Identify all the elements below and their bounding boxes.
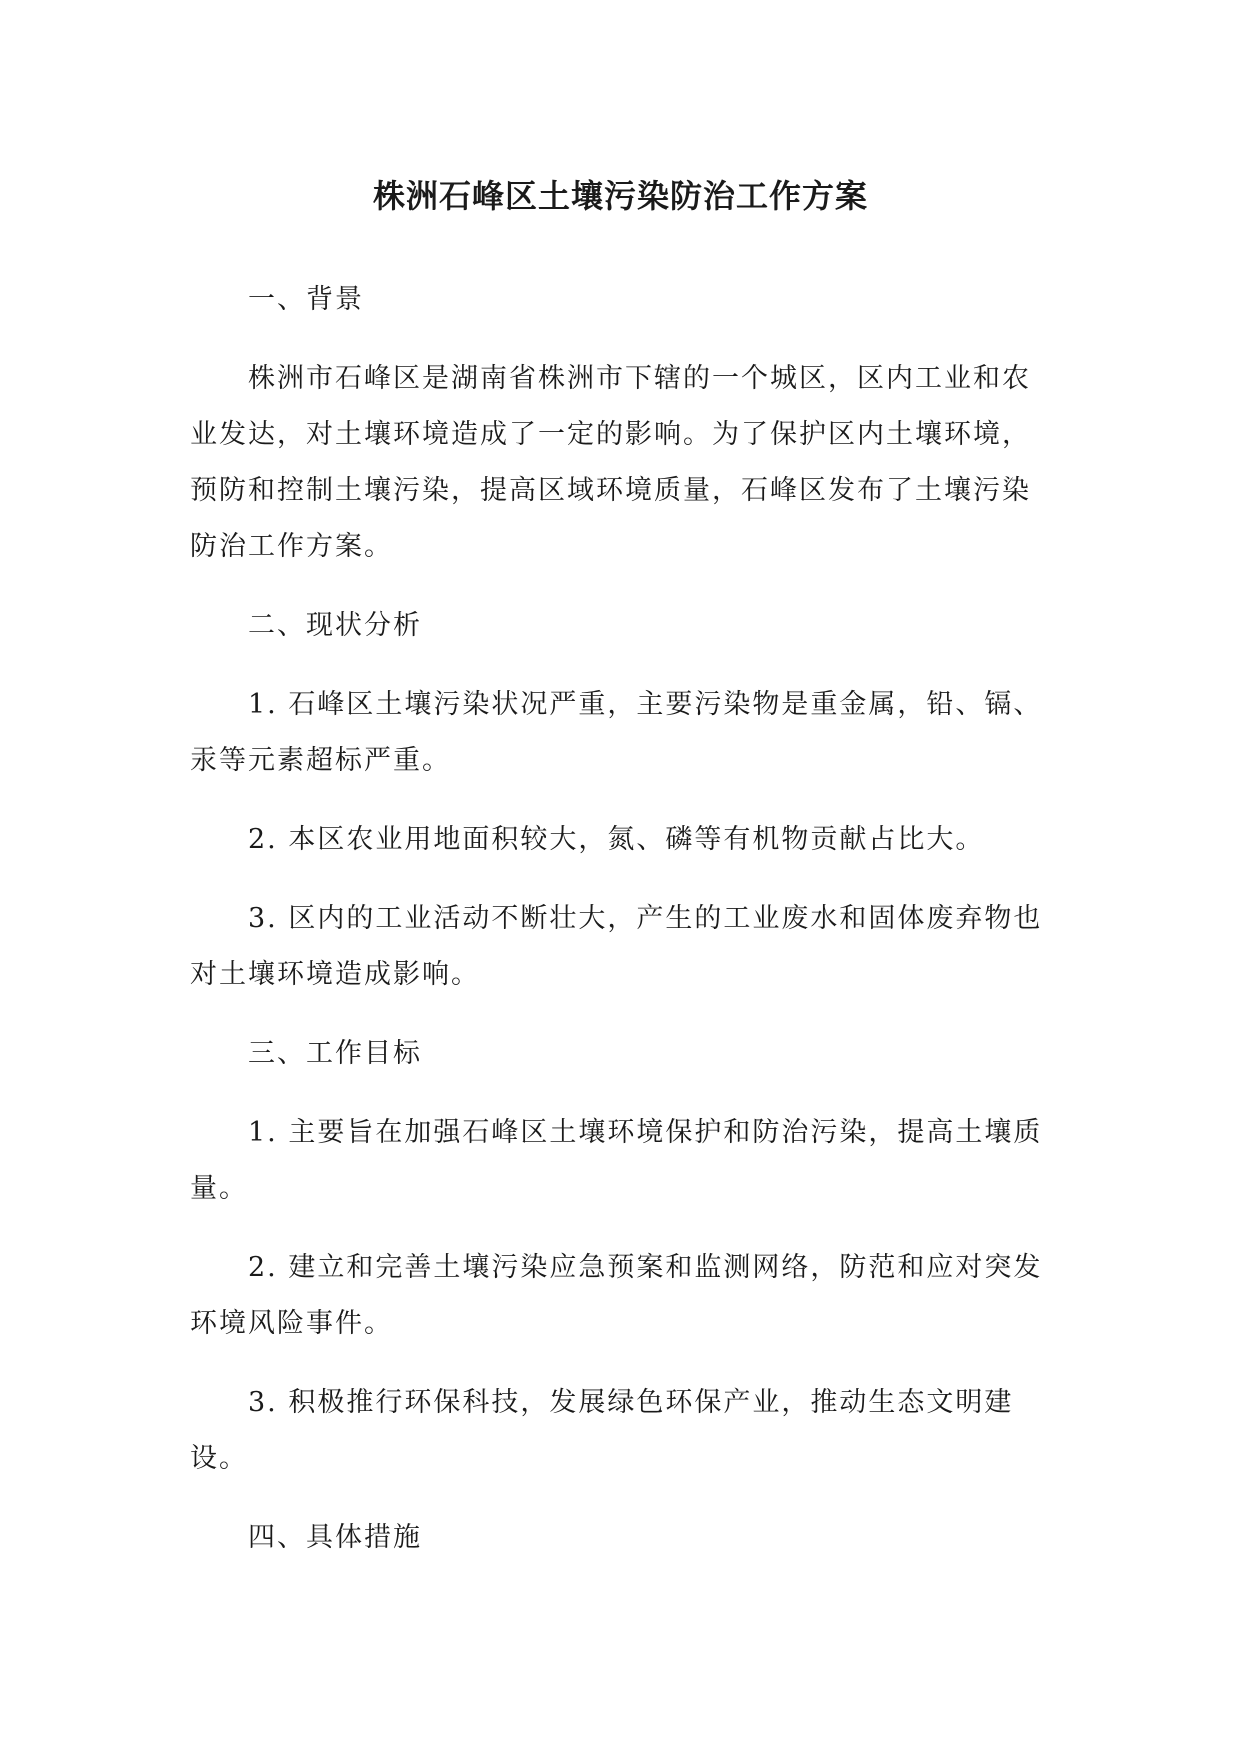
document-title: 株洲石峰区土壤污染防治工作方案 xyxy=(372,177,868,215)
paragraph-status-1: 1. 石峰区土壤污染状况严重，主要污染物是重金属，铅、镉、汞等元素超标严重。 xyxy=(190,689,1043,776)
paragraph-goal-1: 1. 主要旨在加强石峰区土壤环境保护和防治污染，提高土壤质量。 xyxy=(190,1117,1043,1204)
paragraph-status-2: 2. 本区农业用地面积较大，氮、磷等有机物贡献占比大。 xyxy=(248,824,985,855)
section-heading-measures: 四、具体措施 xyxy=(248,1522,422,1553)
section-heading-status-analysis: 二、现状分析 xyxy=(248,610,422,641)
paragraph-goal-3: 3. 积极推行环保科技，发展绿色环保产业，推动生态文明建设。 xyxy=(190,1387,1014,1474)
paragraph-status-3: 3. 区内的工业活动不断壮大，产生的工业废水和固体废弃物也对土壤环境造成影响。 xyxy=(190,903,1043,990)
section-heading-background: 一、背景 xyxy=(248,284,364,315)
document-body xyxy=(190,272,1050,1589)
section-heading-work-goals: 三、工作目标 xyxy=(248,1038,422,1069)
paragraph-goal-2: 2. 建立和完善土壤污染应急预案和监测网络，防范和应对突发环境风险事件。 xyxy=(190,1252,1043,1339)
paragraph-background: 株洲市石峰区是湖南省株洲市下辖的一个城区，区内工业和农业发达，对土壤环境造成了一定的影响。为了保护区内土壤环境，预防和控制土壤污染，提高区域环境质量，石峰区发布了土壤污染防治工作方案。 xyxy=(190,363,1031,562)
